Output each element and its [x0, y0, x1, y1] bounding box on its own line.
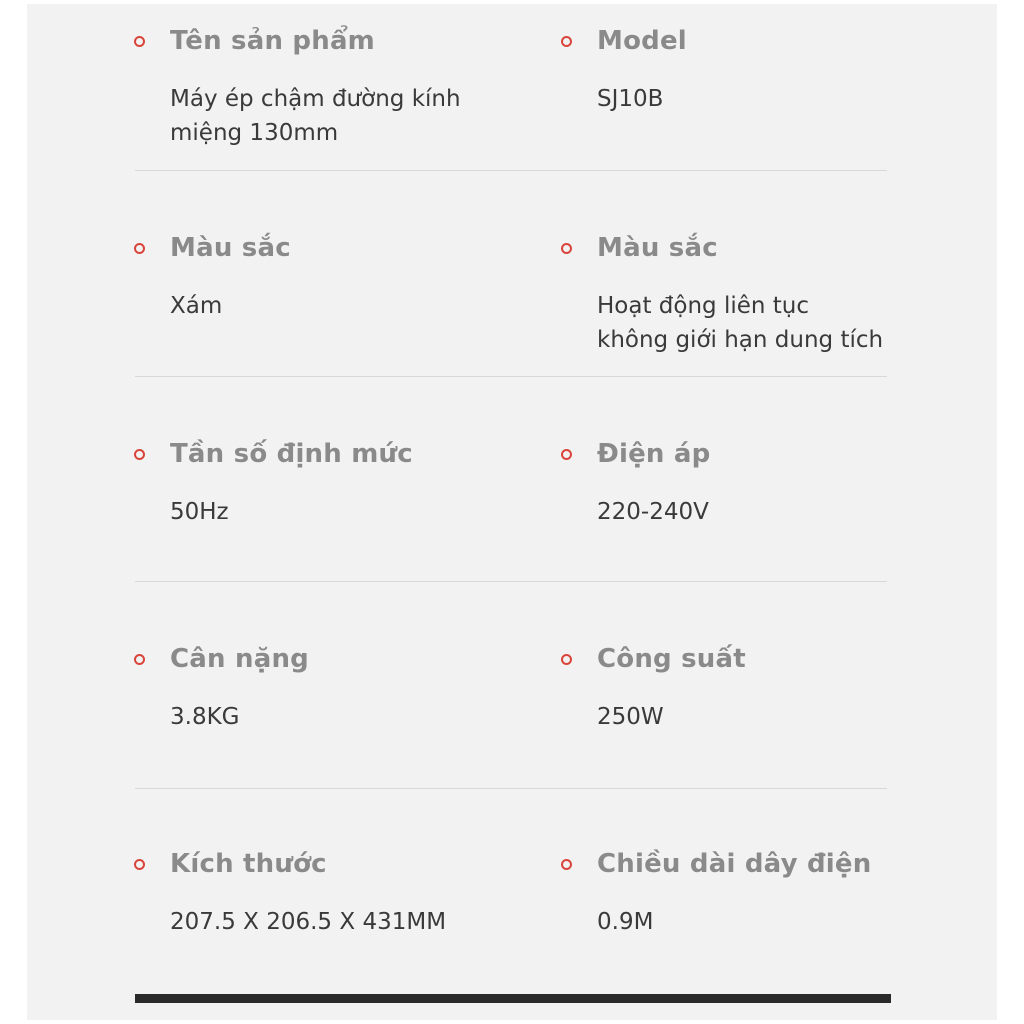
spec-label: Model: [597, 26, 687, 56]
spec-label: Điện áp: [597, 439, 711, 469]
spec-value: [597, 700, 664, 734]
spec-value-line: SJ10B: [597, 86, 664, 112]
circle-bullet-icon: [134, 36, 145, 47]
circle-bullet-icon: [561, 243, 572, 254]
spec-value: [170, 495, 229, 529]
spec-value-line: Máy ép chậm đường kính: [170, 86, 461, 112]
spec-label: Tần số định mức: [170, 439, 413, 469]
spec-label: Tên sản phẩm: [170, 26, 375, 56]
spec-label: Cân nặng: [170, 644, 309, 674]
spec-value-line: Xám: [170, 293, 223, 319]
circle-bullet-icon: [134, 449, 145, 460]
circle-bullet-icon: [561, 654, 572, 665]
spec-value: [597, 905, 653, 939]
row-divider: [135, 581, 887, 582]
row-divider: [135, 170, 887, 171]
spec-value-line: 220-240V: [597, 499, 709, 525]
spec-value-line: 0.9M: [597, 909, 654, 935]
circle-bullet-icon: [134, 243, 145, 254]
row-divider: [135, 788, 887, 789]
circle-bullet-icon: [561, 859, 572, 870]
spec-value-line: miệng 130mm: [170, 120, 339, 146]
spec-value-line: không giới hạn dung tích: [597, 327, 884, 353]
spec-label: Công suất: [597, 644, 746, 674]
spec-value: [170, 700, 239, 734]
circle-bullet-icon: [561, 449, 572, 460]
circle-bullet-icon: [134, 654, 145, 665]
spec-value: [597, 289, 883, 357]
spec-label: Màu sắc: [170, 233, 291, 263]
spec-value-line: Hoạt động liên tục: [597, 293, 810, 319]
spec-value: [170, 289, 222, 323]
row-divider: [135, 376, 887, 377]
spec-value: [170, 905, 446, 939]
spec-value-line: 207.5 X 206.5 X 431MM: [170, 909, 447, 935]
spec-value-line: 50Hz: [170, 499, 229, 525]
spec-label: Chiều dài dây điện: [597, 849, 872, 879]
spec-value: [597, 82, 663, 116]
spec-value: [597, 495, 709, 529]
circle-bullet-icon: [561, 36, 572, 47]
circle-bullet-icon: [134, 859, 145, 870]
spec-panel: [27, 4, 997, 1020]
spec-label: Màu sắc: [597, 233, 718, 263]
spec-value: [170, 82, 461, 150]
spec-value-line: 3.8KG: [170, 704, 240, 730]
spec-label: Kích thước: [170, 849, 327, 879]
bottom-bar: [135, 994, 891, 1003]
spec-value-line: 250W: [597, 704, 664, 730]
